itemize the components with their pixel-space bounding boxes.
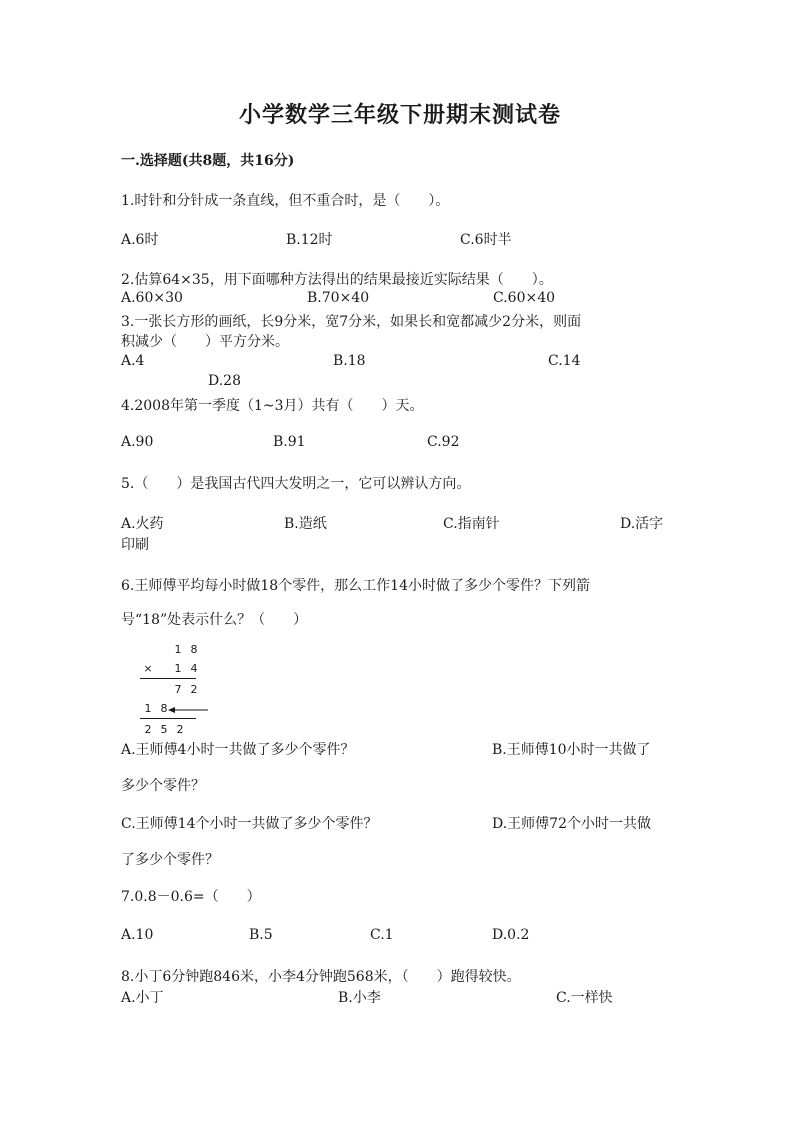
vertical-multiplication [138, 640, 218, 740]
q6-option-d: D.王师傅72个小时一共做 [492, 816, 651, 832]
question-7-stem: 7.0.8－0.6=（ ） [121, 889, 261, 905]
q7-option-b: B.5 [249, 927, 273, 943]
page-title: 小学数学三年级下册期末测试卷 [238, 102, 561, 128]
question-8-stem: 8.小丁6分钟跑846米，小李4分钟跑568米，（ ）跑得较快。 [121, 969, 521, 985]
q5-option-d-cont: 印刷 [121, 537, 149, 553]
q5-option-c: C.指南针 [443, 516, 500, 532]
question-1-stem: 1.时针和分针成一条直线，但不重合时，是（ ）。 [121, 193, 450, 209]
calc-digit: 2 [190, 683, 198, 696]
question-6-stem-line2: 号“18”处表示什么？（ ） [121, 612, 308, 628]
q7-option-c: C.1 [370, 927, 394, 943]
q8-option-b: B.小李 [338, 990, 381, 1006]
calc-digit: 8 [190, 643, 198, 656]
q4-option-c: C.92 [427, 434, 460, 450]
multiply-sign: × [143, 662, 153, 675]
q3-option-a: A.4 [121, 353, 145, 369]
calc-digit: 1 [174, 662, 182, 675]
question-3-stem-line1: 3.一张长方形的画纸，长9分米，宽7分米，如果长和宽都减少2分米，则面 [121, 314, 582, 330]
question-2-stem: 2.估算64×35，用下面哪种方法得出的结果最接近实际结果（ ）。 [121, 272, 553, 288]
calc-digit: 2 [144, 723, 152, 736]
q3-option-c: C.14 [548, 353, 581, 369]
q6-option-b: B.王师傅10小时一共做了 [492, 742, 651, 758]
q1-option-c: C.6时半 [460, 232, 512, 248]
q2-option-b: B.70×40 [307, 290, 370, 306]
q4-option-b: B.91 [273, 434, 306, 450]
q2-option-a: A.60×30 [121, 290, 183, 306]
q2-option-c: C.60×40 [493, 290, 556, 306]
q6-option-a: A.王师傅4小时一共做了多少个零件？ [121, 742, 355, 758]
calc-digit: 4 [190, 662, 198, 675]
q7-option-d: D.0.2 [492, 927, 530, 943]
question-4-stem: 4.2008年第一季度（1~3月）共有（ ）天。 [121, 398, 424, 414]
q1-option-a: A.6时 [121, 232, 159, 248]
question-3-stem-line2: 积减少（ ）平方分米。 [121, 334, 289, 350]
question-6-stem-line1: 6.王师傅平均每小时做18个零件，那么工作14小时做了多少个零件？下列箭 [121, 578, 590, 594]
calc-digit: 2 [176, 723, 184, 736]
q7-option-a: A.10 [121, 927, 154, 943]
q8-option-a: A.小丁 [121, 990, 164, 1006]
q6-option-c: C.王师傅14个小时一共做了多少个零件？ [121, 816, 378, 832]
calc-rule [140, 678, 196, 679]
q8-option-c: C.一样快 [556, 990, 613, 1006]
question-5-stem: 5.（ ）是我国古代四大发明之一，它可以辨认方向。 [121, 476, 471, 492]
q6-option-b-cont: 多少个零件？ [121, 778, 205, 794]
calc-digit: 7 [174, 683, 182, 696]
q5-option-b: B.造纸 [284, 516, 327, 532]
q1-option-b: B.12时 [286, 232, 333, 248]
section-heading: 一.选择题(共8题，共16分) [121, 153, 295, 169]
calc-digit: 8 [160, 702, 168, 715]
calc-digit: 5 [160, 723, 168, 736]
q5-option-a: A.火药 [121, 516, 164, 532]
calc-digit: 1 [144, 702, 152, 715]
calc-rule [140, 718, 196, 719]
q4-option-a: A.90 [121, 434, 154, 450]
arrow-left-icon [168, 704, 210, 716]
q6-option-d-cont: 了多少个零件？ [121, 852, 219, 868]
q3-option-b: B.18 [333, 353, 366, 369]
calc-digit: 1 [174, 643, 182, 656]
q5-option-d: D.活字 [620, 516, 664, 532]
q3-option-d: D.28 [208, 373, 241, 389]
